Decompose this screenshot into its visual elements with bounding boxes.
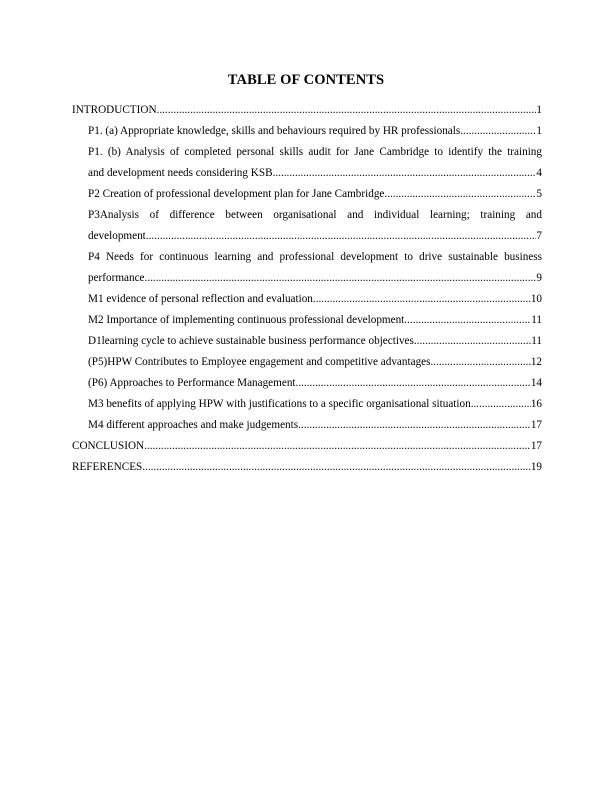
toc-entry[interactable]: [72, 184, 542, 205]
toc-entry-page-number: 16: [530, 398, 542, 410]
toc-entry-page-number: 17: [530, 419, 542, 431]
toc-entry-row: [72, 457, 542, 478]
toc-entry[interactable]: [72, 373, 542, 394]
toc-entry[interactable]: [72, 394, 542, 415]
toc-entry[interactable]: [72, 121, 542, 142]
toc-entry-label: P1. (a) Appropriate knowledge, skills and behaviours required by HR professionals: [88, 125, 461, 137]
toc-entry-row: [88, 352, 542, 373]
toc-entry-page-number: 9: [536, 272, 542, 284]
toc-entry-row: [72, 100, 542, 121]
dot-leader: [471, 394, 531, 415]
dot-leader: [145, 268, 537, 289]
toc-entry-page-number: 14: [530, 377, 542, 389]
toc-entry-row: [88, 331, 542, 352]
toc-entry-row: [88, 289, 542, 310]
dot-leader: [142, 457, 531, 478]
toc-entry-page-number: 11: [531, 314, 542, 326]
toc-entry[interactable]: [72, 331, 542, 352]
toc-entry-page-number: 17: [530, 440, 542, 452]
toc-entry-page-number: 4: [536, 167, 542, 179]
toc-entry-page-number: 11: [531, 335, 542, 347]
toc-entry-label: REFERENCES: [72, 461, 143, 473]
toc-entry-label: development: [88, 230, 146, 242]
toc-entry[interactable]: [72, 100, 542, 121]
dot-leader: [144, 436, 531, 457]
toc-entry-row: [72, 436, 542, 457]
toc-entry-label: (P6) Approaches to Performance Management: [88, 377, 296, 389]
toc-entry[interactable]: [72, 352, 542, 373]
toc-entry-label: and development needs considering KSB: [88, 167, 273, 179]
toc-entry-row: [88, 163, 542, 184]
toc-entry-label: D1learning cycle to achieve sustainable business performance objectives: [88, 335, 414, 347]
toc-entry-row: [88, 415, 542, 436]
dot-leader: [296, 373, 531, 394]
toc-entry-page-number: 7: [536, 230, 542, 242]
toc-entry-label: M2 Importance of implementing continuous professional development: [88, 314, 405, 326]
toc-entry[interactable]: [72, 436, 542, 457]
dot-leader: [298, 415, 531, 436]
toc-entry-row: [88, 373, 542, 394]
toc-entry[interactable]: [72, 457, 542, 478]
table-of-contents: [72, 100, 542, 478]
toc-entry-page-number: 1: [536, 104, 542, 116]
toc-entry-label-line1: P1. (b) Analysis of completed personal skills audit for Jane Cambridge to identify the training: [88, 146, 542, 158]
toc-entry-label: P2 Creation of professional development plan for Jane Cambridge: [88, 188, 385, 200]
dot-leader: [414, 331, 531, 352]
dot-leader: [313, 289, 531, 310]
dot-leader: [430, 352, 530, 373]
toc-entry[interactable]: [72, 205, 542, 247]
toc-entry-row: [88, 226, 542, 247]
toc-entry-label: M3 benefits of applying HPW with justifications to a specific organisational situation: [88, 398, 471, 410]
toc-entry-page-number: 1: [536, 125, 542, 137]
toc-entry-label: (P5)HPW Contributes to Employee engagement and competitive advantages: [88, 356, 431, 368]
toc-entry[interactable]: [72, 142, 542, 184]
toc-entry-row: [88, 184, 542, 205]
toc-entry[interactable]: [72, 310, 542, 331]
toc-entry-page-number: 10: [530, 293, 542, 305]
toc-entry-label: M1 evidence of personal reflection and evaluation: [88, 293, 313, 305]
toc-entry[interactable]: [72, 415, 542, 436]
dot-leader: [460, 121, 536, 142]
toc-entry-page-number: 5: [536, 188, 542, 200]
toc-entry-row: [88, 268, 542, 289]
toc-entry-page-number: 19: [530, 461, 542, 473]
toc-entry-label: INTRODUCTION: [72, 104, 157, 116]
toc-entry-label: M4 different approaches and make judgements: [88, 419, 299, 431]
toc-title: TABLE OF CONTENTS: [227, 72, 385, 88]
toc-entry-page-number: 12: [530, 356, 542, 368]
toc-entry[interactable]: [72, 289, 542, 310]
toc-entry-row: [88, 121, 542, 142]
dot-leader: [404, 310, 531, 331]
toc-entry[interactable]: [72, 247, 542, 289]
toc-entry-label: performance: [88, 272, 145, 284]
toc-entry-label: CONCLUSION: [72, 440, 145, 452]
dot-leader: [273, 163, 537, 184]
toc-entry-label-line1: P4 Needs for continuous learning and professional development to drive sustainable business: [88, 251, 542, 263]
dot-leader: [146, 226, 537, 247]
toc-entry-row: [88, 310, 542, 331]
dot-leader: [384, 184, 536, 205]
toc-entry-label-line1: P3Analysis of difference between organisational and individual learning; training and: [88, 209, 542, 221]
dot-leader: [157, 100, 537, 121]
toc-entry-row: [88, 394, 542, 415]
